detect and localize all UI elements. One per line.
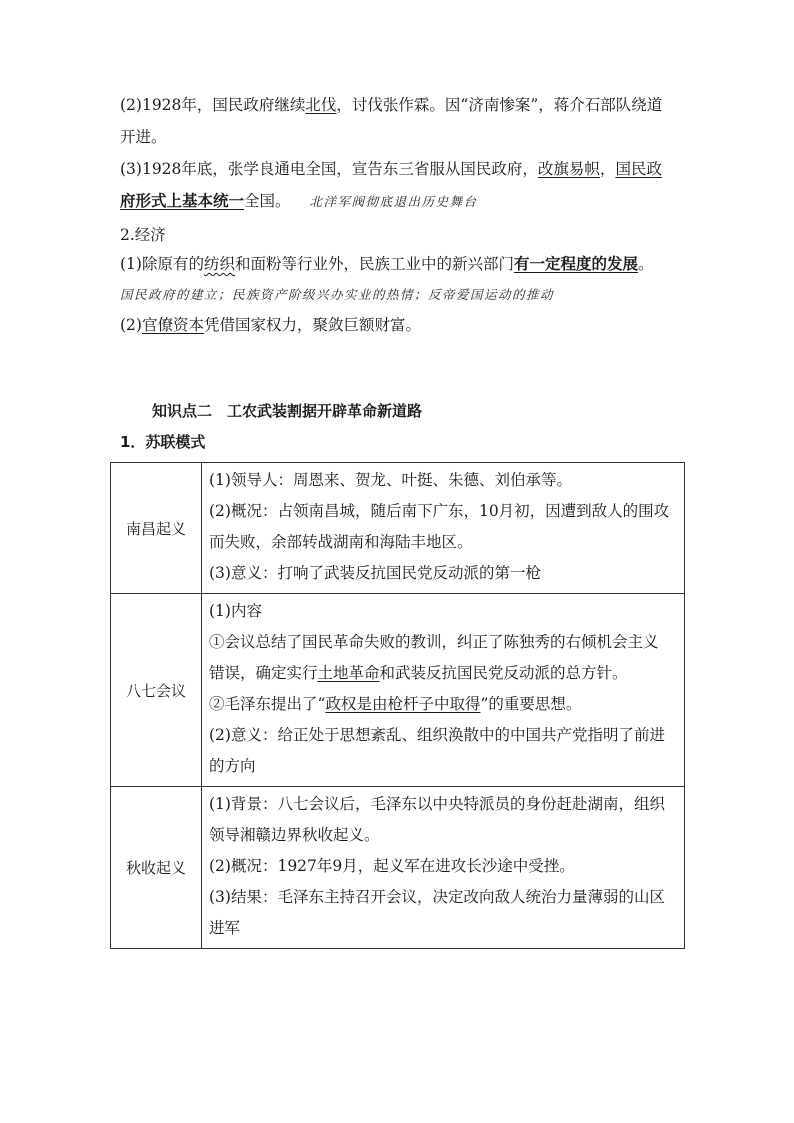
row-content [202,787,685,949]
text-line-unification [120,190,477,212]
section-subheading: 1．苏联模式 [120,433,206,451]
row-content [202,594,685,787]
underlined-term: 改旗易帜 [537,160,600,178]
text: (1)背景：八七会议后，毛泽东以中央特派员的身份赶赴湖南，组织 [209,795,665,813]
content-line [209,689,678,720]
text: ②毛泽东提出了“ [209,695,326,713]
text: (2)意义：给正处于思想紊乱、组织涣散中的中国共产党指明了前进 [209,726,665,744]
text: 。 [638,255,654,273]
text: (1)领导人：周恩来、贺龙、叶挺、朱德、刘伯承等。 [209,471,572,489]
handwritten-note: 北洋军阀彻底退出历史舞台 [309,194,478,209]
text-line-bureaucratic-capital [120,314,421,336]
knowledge-table [110,462,685,949]
text: (1)内容 [209,602,262,620]
underlined-term: 政权是由枪杆子中取得 [325,695,481,713]
content-line [209,820,678,851]
row-paragraph [209,596,678,782]
table-row [111,463,685,594]
text: 凭借国家权力，聚敛巨额财富。 [203,316,421,334]
content-line [209,527,678,558]
content-line [209,465,678,496]
text: (2)概况：占领南昌城，随后南下广东，10月初，因遭到敌人的围攻 [209,502,670,520]
text: (3)结果：毛泽东主持召开会议，决定改向敌人统治力量薄弱的山区 [209,888,665,906]
text: (1)除原有的 [120,255,204,273]
content-line [209,496,678,527]
text: (3)1928年底，张学良通电全国，宣告东三省服从国民政府， [120,160,538,178]
content-line [209,627,678,658]
text: (2) [120,316,142,334]
content-line [209,789,678,820]
handwritten-note-reasons [120,283,554,305]
section-heading: 知识点二 工农武装割据开辟革命新道路 [152,402,423,420]
text: (2)概况：1927年9月，起义军在进攻长沙途中受挫。 [209,857,575,875]
text: 和武装反抗国民党反动派的总方针。 [379,664,628,682]
text: 全国。 [244,192,291,210]
text: 错误，确定实行 [209,664,318,682]
text: 和面粉等行业外，民族工业中的新兴部门 [234,255,514,273]
content-line [209,882,678,913]
underlined-term: 国民政 [615,160,662,178]
underlined-term: 府形式上基本统一 [120,191,245,210]
text-line-northeast-flag-change [120,158,662,180]
text: 进军 [209,919,241,937]
text: 领导湘赣边界秋收起义。 [209,826,380,844]
text: 而失败，余部转战湖南和海陆丰地区。 [209,533,473,551]
row-paragraph [209,789,678,944]
underlined-term: 有一定程度的发展 [514,254,639,273]
text-line-northern-expedition [120,94,662,116]
content-line [209,751,678,782]
row-label: 南昌起义 [111,463,202,594]
handwritten-note: 国民政府的建立；民族资产阶级兴办实业的热情；反帝爱国运动的推动 [120,287,555,302]
text: ，讨伐张作霖。因“济南惨案”，蒋介石部队绕道 [336,96,663,114]
content-line [209,658,678,689]
text: (2)1928年，国民政府继续 [120,96,306,114]
table-row [111,787,685,949]
underlined-term: 北伐 [305,96,337,114]
text: ”的重要思想。 [480,695,582,713]
text: ， [599,160,616,178]
content-line [209,596,678,627]
text: 开进。 [120,128,167,146]
text: (3)意义：打响了武装反抗国民党反动派的第一枪 [209,564,541,582]
underlined-term: 纺织 [203,255,235,273]
row-label: 秋收起义 [111,787,202,949]
content-line [209,558,678,589]
underlined-term: 土地革命 [317,664,380,682]
row-content [202,463,685,594]
table-row [111,594,685,787]
content-line [209,851,678,882]
text: 2.经济 [120,226,166,244]
text: ①会议总结了国民革命失败的教训，纠正了陈独秀的右倾机会主义 [209,633,659,651]
subheading-economy [120,224,166,246]
text-line [120,126,167,148]
row-paragraph [209,465,678,589]
underlined-term: 官僚资本 [141,316,204,334]
content-line [209,720,678,751]
content-line [209,913,678,944]
text: 的方向 [209,757,256,775]
text-line-national-industry [120,253,654,275]
row-label: 八七会议 [111,594,202,787]
